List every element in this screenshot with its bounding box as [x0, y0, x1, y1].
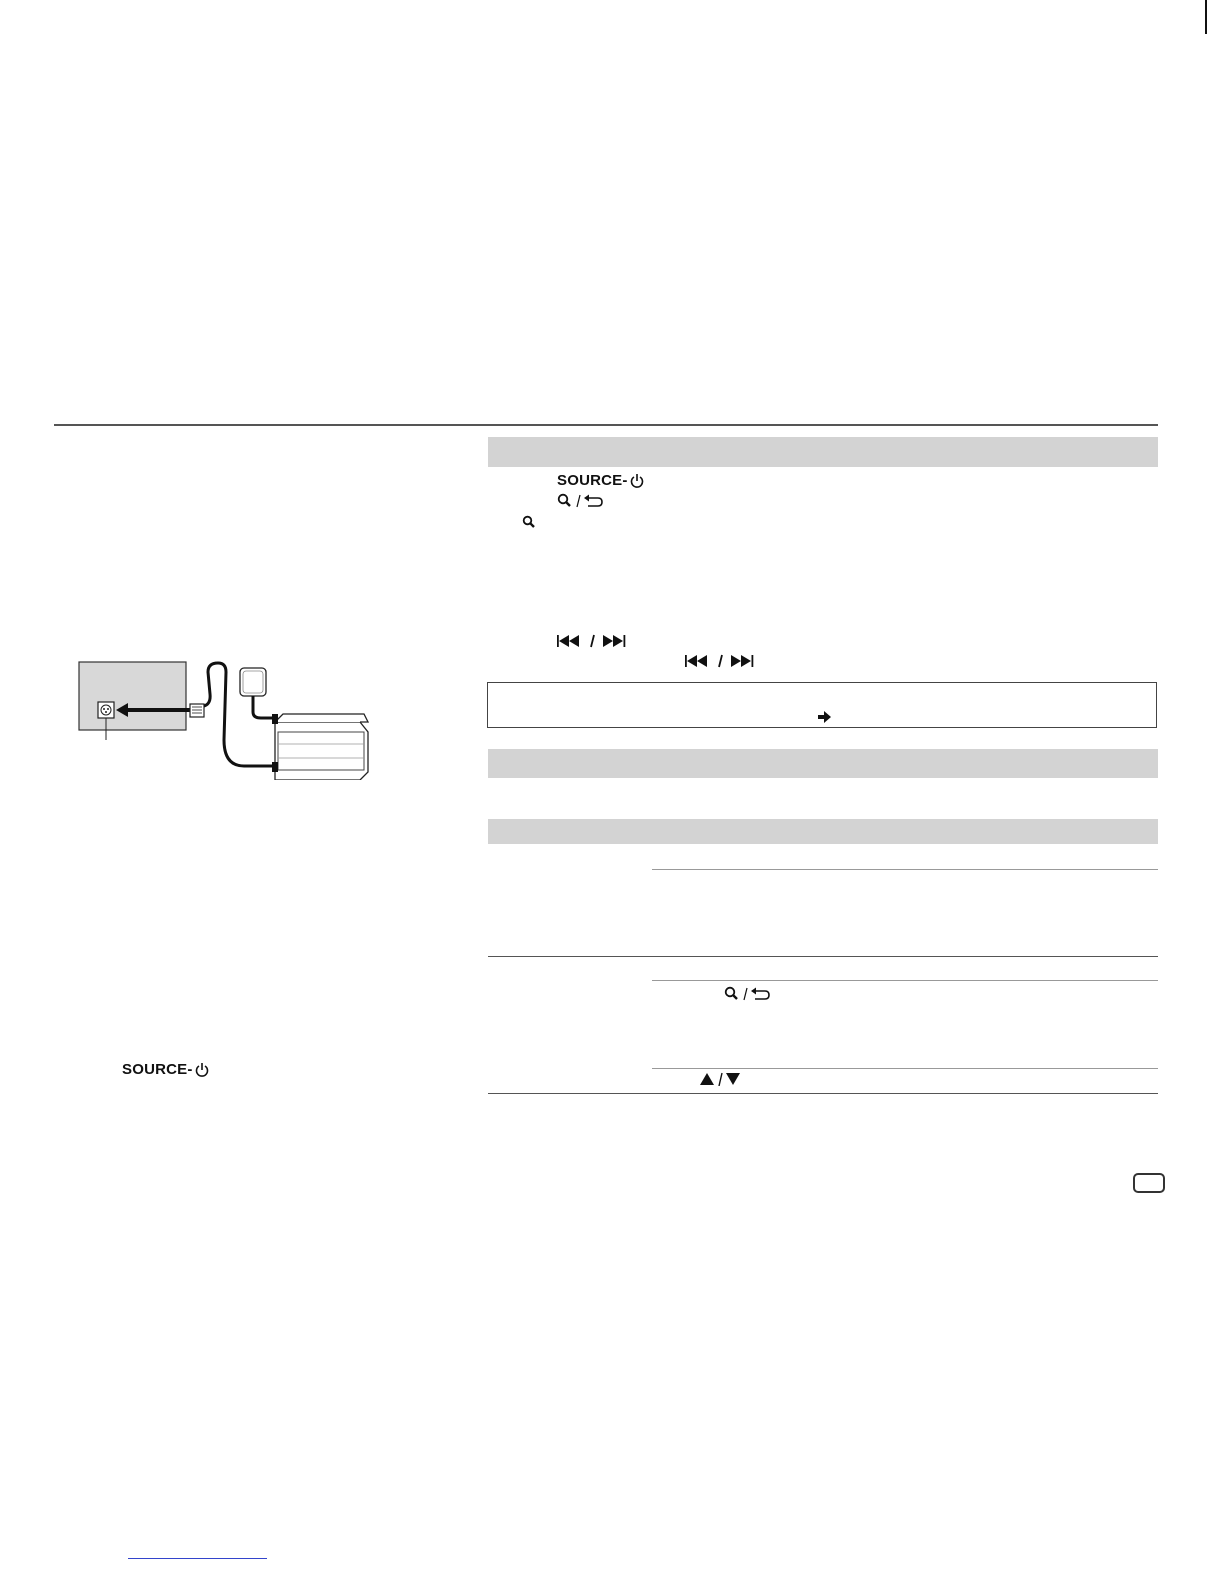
search-icon — [726, 988, 737, 999]
skip-prev-next-icon — [685, 654, 759, 668]
source-text: SOURCE- — [557, 472, 628, 489]
page-language-tab — [1133, 1173, 1165, 1193]
source-power-label-left — [122, 1061, 209, 1078]
page-header-rule — [54, 424, 1158, 426]
back-return-icon — [751, 988, 769, 1000]
search-back-button-glyph — [724, 986, 772, 1002]
section-header-bar-1 — [488, 437, 1158, 467]
power-icon — [630, 473, 644, 489]
skip-prev-next-icon — [557, 634, 631, 648]
table-rule — [488, 1093, 1158, 1094]
table-rule — [652, 869, 1158, 870]
search-icon — [522, 515, 536, 529]
search-icon — [559, 495, 570, 506]
back-return-icon — [584, 495, 602, 507]
section-header-bar-3 — [488, 819, 1158, 844]
search-back-button-glyph — [557, 493, 605, 509]
source-text: SOURCE- — [122, 1061, 193, 1078]
power-icon — [195, 1062, 209, 1078]
right-arrow-icon — [818, 711, 832, 723]
footer-link-underline[interactable] — [128, 1558, 267, 1559]
source-power-label — [557, 472, 644, 489]
table-rule — [652, 980, 1158, 981]
crop-mark — [1205, 0, 1207, 34]
connection-diagram — [78, 660, 378, 780]
table-rule — [652, 1068, 1158, 1069]
diagram-svg — [78, 660, 378, 780]
table-rule — [488, 956, 1158, 957]
section-header-bar-2 — [488, 749, 1158, 778]
up-down-triangle-icon — [700, 1072, 742, 1086]
